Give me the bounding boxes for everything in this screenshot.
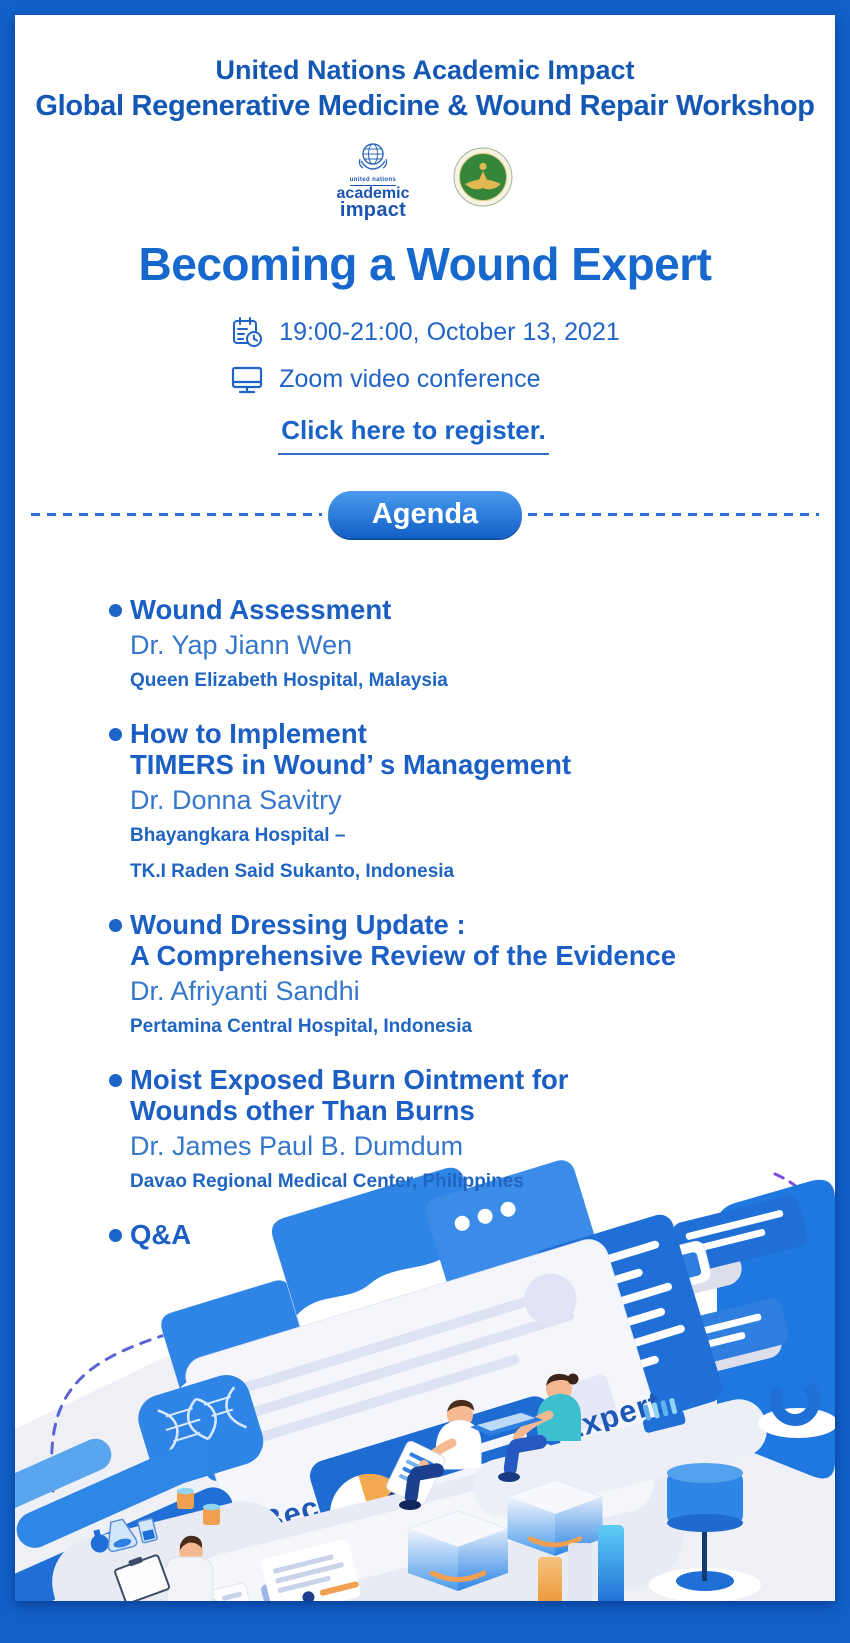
agenda-item-affiliation: Queen Elizabeth Hospital, Malaysia	[130, 670, 448, 692]
un-emblem-icon	[356, 139, 390, 176]
agenda-item-affiliation: TK.I Raden Said Sukanto, Indonesia	[130, 860, 455, 882]
calendar-clock-icon	[230, 315, 264, 349]
monitor-icon	[230, 362, 264, 396]
agenda-item-title: Wounds other Than Burns	[130, 1095, 475, 1127]
register-link[interactable]: Click here to register.	[278, 415, 548, 455]
agenda-item-2	[109, 718, 805, 884]
agenda-item-speaker: Dr. Afriyanti Sandhi	[130, 975, 360, 1006]
agenda-item-title: Q&A	[130, 1218, 192, 1250]
poster-card	[15, 15, 835, 1601]
header-line2: Global Regenerative Medicine & Wound Repair Workshop	[35, 90, 815, 123]
bullet-icon	[109, 1074, 122, 1087]
bullet-icon	[109, 604, 122, 617]
poster-header	[15, 55, 835, 123]
dashed-line-left	[31, 513, 322, 516]
agenda-list	[109, 594, 805, 1250]
agenda-item-4	[109, 1064, 805, 1194]
agenda-divider	[31, 491, 819, 538]
bullet-icon	[109, 1229, 122, 1242]
banner-text: Expert	[556, 1384, 666, 1449]
agenda-item-title: Moist Exposed Burn Ointment for	[130, 1063, 569, 1095]
event-info	[230, 315, 620, 455]
header-line1: United Nations Academic Impact	[215, 55, 635, 85]
agenda-item-speaker: Dr. Donna Savitry	[130, 785, 342, 816]
agenda-item-3	[109, 909, 805, 1039]
agenda-item-affiliation: Davao Regional Medical Center, Philippines	[130, 1170, 524, 1192]
agenda-item-affiliation: Bhayangkara Hospital –	[130, 825, 346, 847]
agenda-item-1	[109, 594, 805, 692]
bullet-icon	[109, 728, 122, 741]
society-seal-logo	[453, 147, 513, 212]
unai-logo	[337, 139, 410, 220]
unai-caption-small: united nations	[350, 178, 397, 186]
datetime-row	[230, 315, 620, 349]
platform-row	[230, 362, 620, 396]
bullet-icon	[109, 919, 122, 932]
event-platform: Zoom video conference	[279, 364, 541, 393]
agenda-item-title: Wound Dressing Update :	[130, 908, 466, 940]
agenda-item-speaker: Dr. Yap Jiann Wen	[130, 630, 353, 661]
logos-row	[15, 139, 835, 219]
agenda-item-title: Wound Assessment	[130, 594, 392, 626]
dashed-line-right	[528, 513, 819, 516]
unai-caption-academic: academic	[336, 184, 410, 202]
event-datetime: 19:00-21:00, October 13, 2021	[279, 317, 620, 346]
agenda-item-title: A Comprehensive Review of the Evidence	[130, 940, 677, 972]
agenda-item-speaker: Dr. James Paul B. Dumdum	[130, 1130, 464, 1161]
agenda-item-qa	[109, 1219, 805, 1251]
agenda-item-title: TIMERS in Wound’ s Management	[130, 749, 572, 781]
event-title: Becoming a Wound Expert	[138, 238, 712, 291]
agenda-badge: Agenda	[328, 491, 522, 538]
agenda-item-affiliation: Pertamina Central Hospital, Indonesia	[130, 1015, 473, 1037]
unai-caption-impact: impact	[339, 198, 407, 221]
agenda-item-title: How to Implement	[130, 717, 367, 749]
